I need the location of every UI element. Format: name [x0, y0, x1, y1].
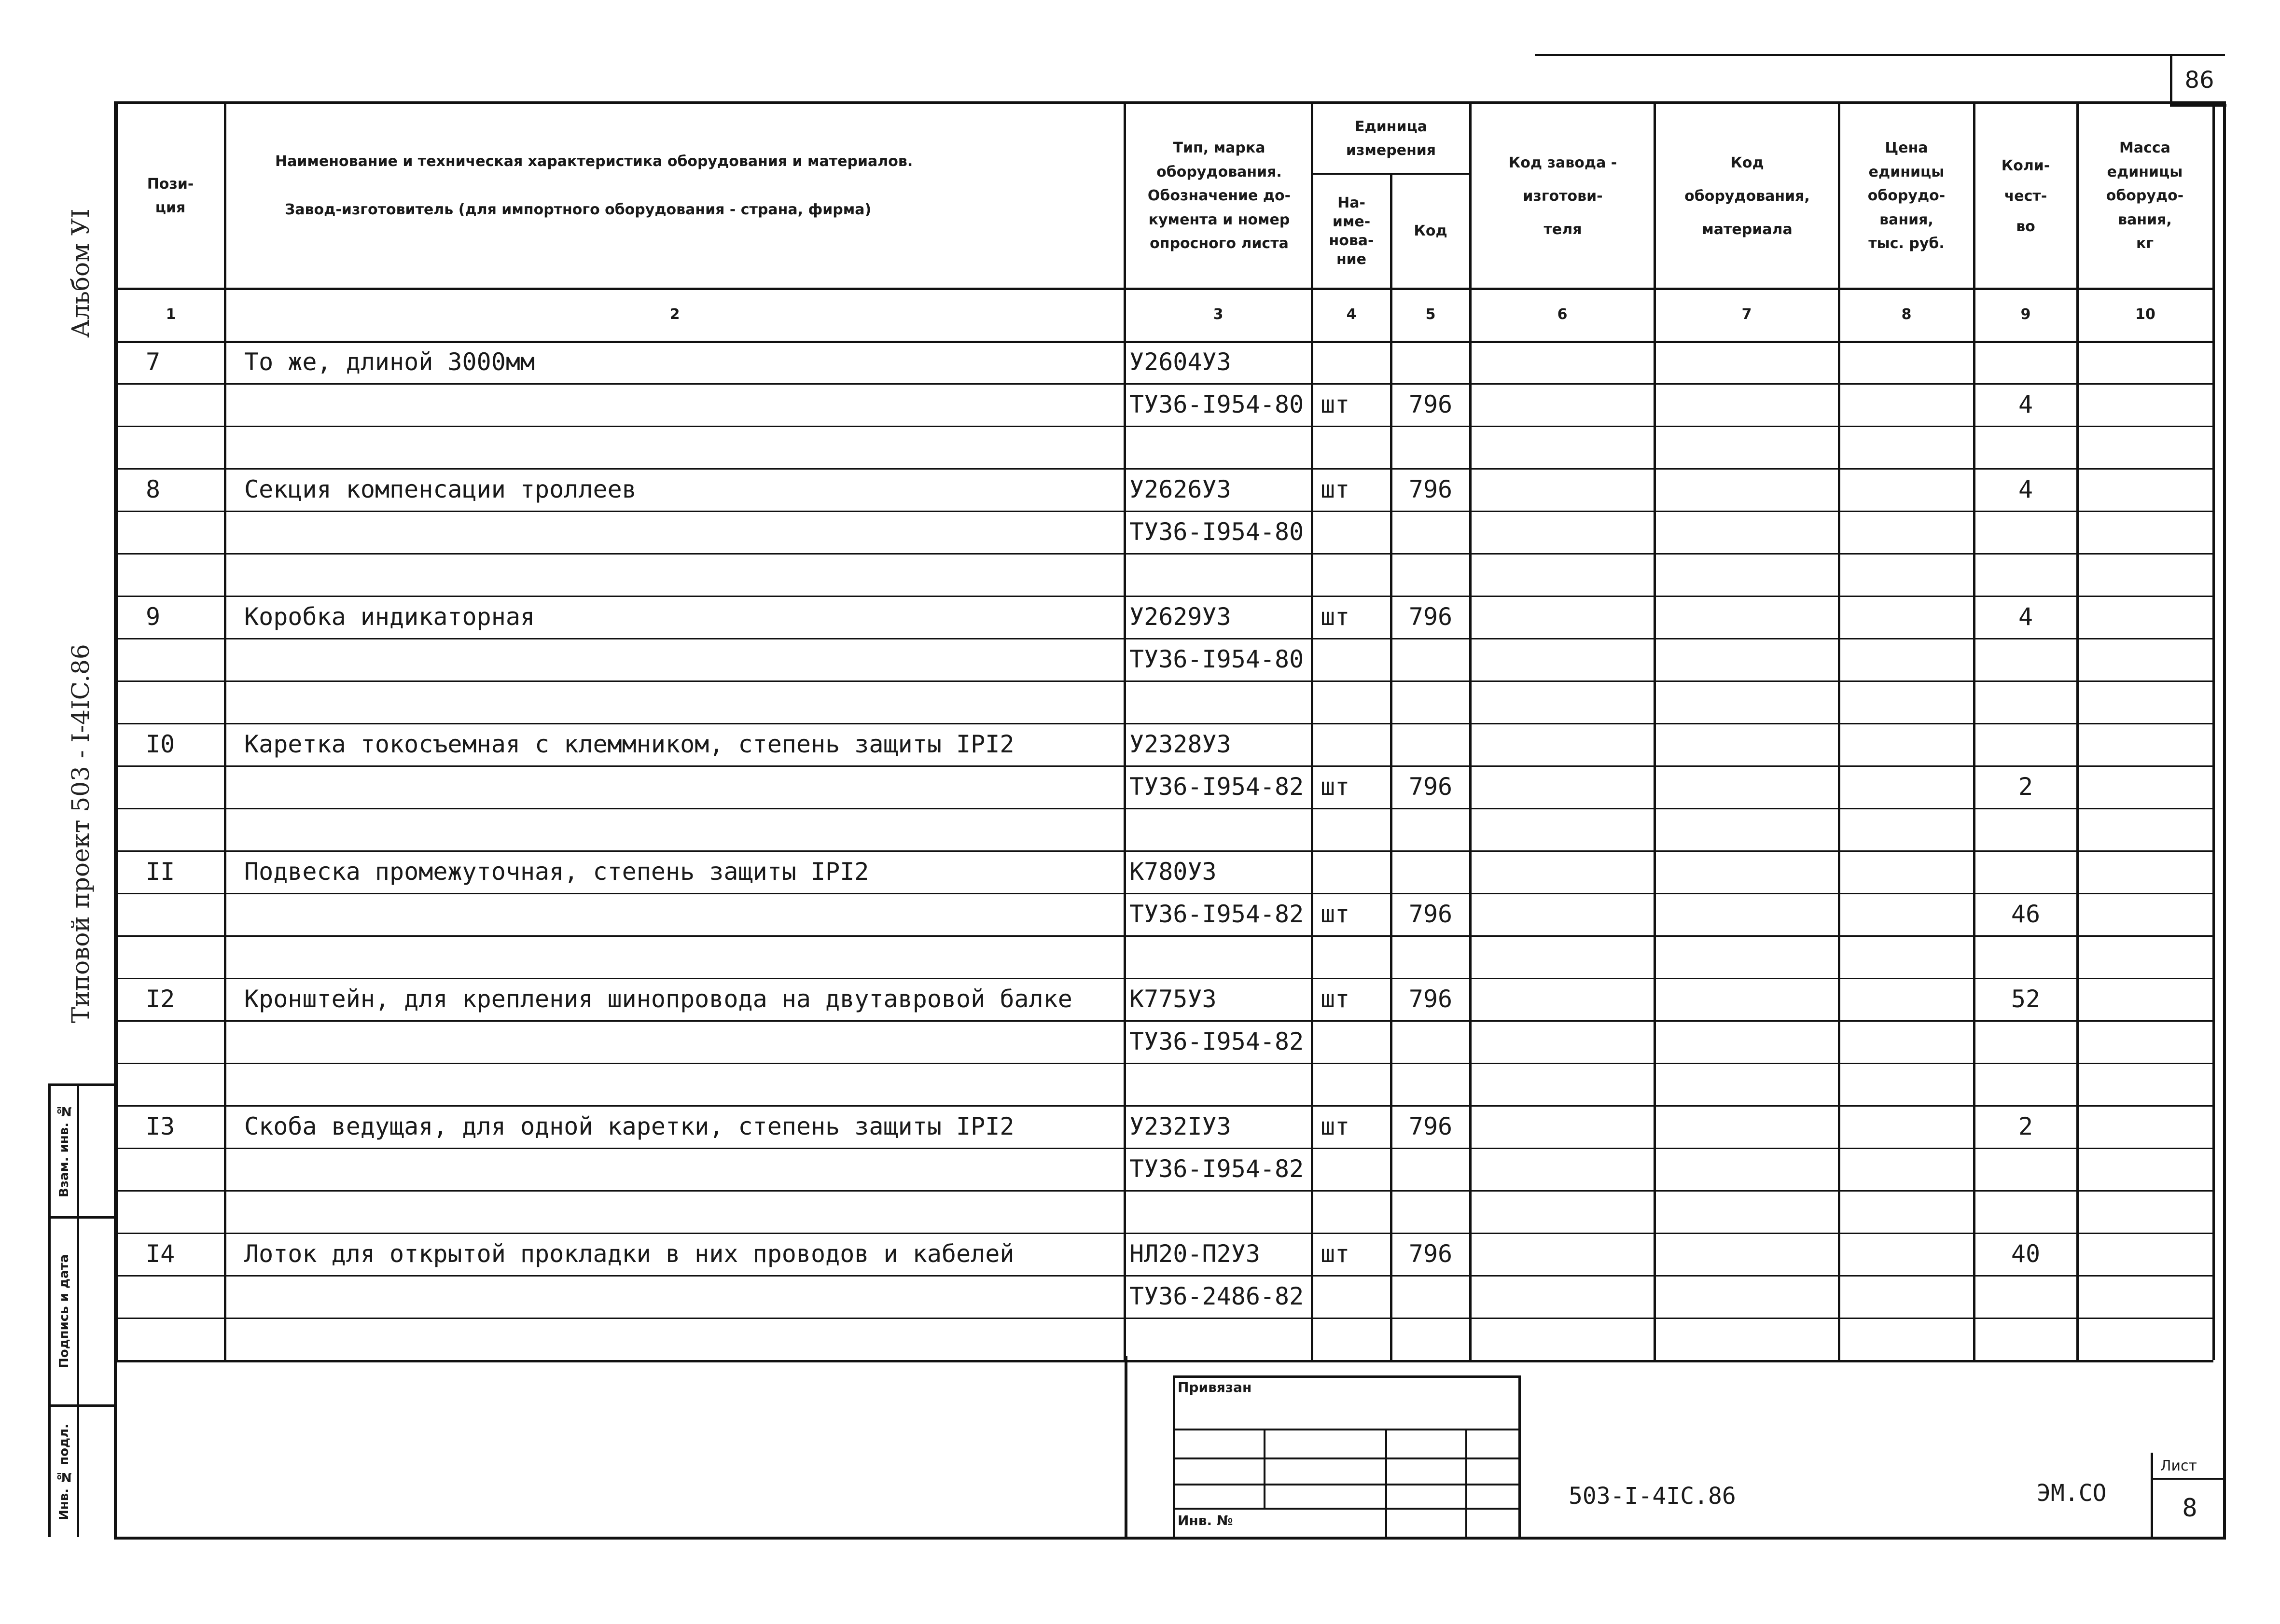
cell-qty: 4 [2018, 475, 2033, 503]
sheet-code: ЭМ.СО [2037, 1480, 2107, 1507]
cell-type: ТУЗ6-I954-80 [1129, 518, 1304, 546]
row-rule-1 [117, 383, 2213, 385]
row-rule-5 [117, 553, 2213, 555]
header-unit-code: Код [1414, 222, 1447, 240]
cell-unit: шт [1321, 475, 1350, 503]
cell-type: К775УЗ [1129, 985, 1217, 1013]
cell-code: 796 [1408, 773, 1453, 801]
cell-pos: I2 [146, 985, 175, 1013]
cell-code: 796 [1408, 603, 1453, 631]
row-rule-9 [117, 723, 2213, 724]
cell-pos: 9 [146, 603, 161, 631]
title-block-top [1125, 1356, 1127, 1540]
header-mass: Масса единицы оборудо- вания, кг [2106, 139, 2184, 252]
column-number-2: 2 [669, 305, 680, 323]
cell-type: У2626УЗ [1129, 475, 1231, 503]
stamp-divider-1 [48, 1216, 116, 1219]
cell-type: ТУЗ6-I954-82 [1129, 773, 1304, 801]
cell-code: 796 [1408, 1112, 1453, 1140]
album-label: Альбом УI [67, 208, 95, 338]
row-rule-21 [117, 1233, 2213, 1234]
column-rule-4 [1390, 175, 1392, 1360]
stamp-original-inv: Инв. № подл. [57, 1424, 71, 1520]
cell-name: То же, длиной 3000мм [244, 348, 535, 376]
cell-name: Лоток для открытой прокладки в них проводов и кабелей [244, 1240, 1015, 1268]
cell-unit: шт [1321, 900, 1350, 928]
row-rule-20 [117, 1190, 2213, 1192]
row-rule-3 [117, 468, 2213, 470]
header-equipment-code: Код оборудования, материала [1684, 154, 1810, 238]
cell-unit: шт [1321, 603, 1350, 631]
column-numbers-bottom-rule [117, 341, 2213, 343]
row-rule-7 [117, 638, 2213, 639]
stamp-divider-2 [48, 1404, 116, 1407]
row-rule-8 [117, 680, 2213, 682]
cell-type: У2629УЗ [1129, 603, 1231, 631]
attached-box-row-3 [1173, 1484, 1520, 1485]
header-type: Тип, марка оборудования. Обозначение до- кумента и номер опросного листа [1147, 139, 1291, 252]
cell-name: Кронштейн, для крепления шинопровода на двутавровой балке [244, 985, 1072, 1013]
sheet-label: Лист [2160, 1457, 2197, 1474]
cell-unit: шт [1321, 1112, 1350, 1140]
attached-box-col-2 [1385, 1429, 1387, 1540]
cell-name: Секция компенсации троллеев [244, 475, 637, 503]
sheet-number: 8 [2182, 1494, 2197, 1523]
row-rule-17 [117, 1063, 2213, 1064]
row-rule-6 [117, 596, 2213, 597]
cell-type: ТУЗ6-I954-80 [1129, 645, 1304, 673]
cell-pos: I4 [146, 1240, 175, 1268]
row-rule-14 [117, 935, 2213, 937]
cell-pos: I0 [146, 730, 175, 758]
cell-qty: 4 [2018, 603, 2033, 631]
header-plant-code: Код завода - изготови- теля [1508, 154, 1617, 238]
table-bottom-rule [117, 1360, 2213, 1362]
header-price: Цена единицы оборудо- вания, тыс. руб. [1867, 139, 1946, 252]
cell-qty: 40 [2011, 1240, 2041, 1268]
row-rule-13 [117, 893, 2213, 894]
attached-box-row-4 [1173, 1508, 1520, 1510]
cell-name: Коробка индикаторная [244, 603, 535, 631]
cell-qty: 46 [2011, 900, 2041, 928]
column-number-1: 1 [166, 305, 176, 323]
frame-bottom [114, 1537, 2226, 1540]
cell-pos: 8 [146, 475, 161, 503]
stamp-border-left [48, 1083, 51, 1537]
column-number-8: 8 [1901, 305, 1912, 323]
cell-name: Скоба ведущая, для одной каретки, степень защиты IPI2 [244, 1112, 1015, 1140]
sheet-box-left [2151, 1453, 2153, 1540]
column-number-4: 4 [1346, 305, 1357, 323]
document-designation: 503-I-4IC.86 [1569, 1483, 1736, 1510]
attached-label: Привязан [1178, 1379, 1252, 1395]
column-number-10: 10 [2135, 305, 2155, 323]
column-number-6: 6 [1557, 305, 1568, 323]
attached-box-col-3 [1465, 1429, 1467, 1540]
cell-name: Подвеска промежуточная, степень защиты IPI2 [244, 858, 869, 886]
column-number-3: 3 [1213, 305, 1223, 323]
sheet-box-divider [2151, 1478, 2226, 1480]
row-rule-19 [117, 1148, 2213, 1149]
cell-unit: шт [1321, 773, 1350, 801]
cell-unit: шт [1321, 1240, 1350, 1268]
cell-unit: шт [1321, 985, 1350, 1013]
row-rule-11 [117, 808, 2213, 809]
row-rule-22 [117, 1275, 2213, 1277]
cell-pos: 7 [146, 348, 161, 376]
column-number-5: 5 [1425, 305, 1436, 323]
column-number-9: 9 [2020, 305, 2031, 323]
cell-code: 796 [1408, 985, 1453, 1013]
cell-type: ТУЗ6-I954-82 [1129, 900, 1304, 928]
header-name-line-1: Наименование и техническая характеристика оборудования и материалов. [275, 153, 913, 170]
cell-pos: I3 [146, 1112, 175, 1140]
row-rule-10 [117, 765, 2213, 767]
cell-type: НЛ20-П2УЗ [1129, 1240, 1260, 1268]
cell-code: 796 [1408, 390, 1453, 418]
row-rule-4 [117, 511, 2213, 512]
header-quantity: Коли- чест- во [2001, 157, 2050, 235]
row-rule-2 [117, 426, 2213, 427]
row-rule-23 [117, 1318, 2213, 1319]
attached-box-row-2 [1173, 1457, 1520, 1459]
stamp-signature-date: Подпись и дата [57, 1254, 71, 1369]
row-rule-16 [117, 1020, 2213, 1022]
cell-unit: шт [1321, 390, 1350, 418]
header-unit-name: На- име- нова- ние [1329, 194, 1374, 268]
cell-qty: 2 [2018, 1112, 2033, 1140]
row-rule-15 [117, 978, 2213, 979]
cell-type: К780УЗ [1129, 858, 1217, 886]
header-unit-group: Единица измерения [1346, 118, 1436, 159]
cell-name: Каретка токосъемная с клеммником, степень защиты IPI2 [244, 730, 1015, 758]
cell-type: У232IУЗ [1129, 1112, 1231, 1140]
cell-code: 796 [1408, 475, 1453, 503]
attached-box-top [1173, 1375, 1520, 1378]
cell-type: ТУЗ6-I954-82 [1129, 1155, 1304, 1183]
cell-code: 796 [1408, 1240, 1453, 1268]
project-label: Типовой проект 503 - I-4IC.86 [67, 644, 95, 1023]
inv-number-label: Инв. № [1178, 1513, 1233, 1528]
attached-box-row-1 [1173, 1429, 1520, 1430]
cell-code: 796 [1408, 900, 1453, 928]
row-rule-12 [117, 850, 2213, 852]
cell-type: ТУЗ6-I954-80 [1129, 390, 1304, 418]
cell-type: У2328УЗ [1129, 730, 1231, 758]
column-number-7: 7 [1741, 305, 1752, 323]
cell-type: ТУЗ6-I954-82 [1129, 1027, 1304, 1055]
top-hairline [1535, 54, 2225, 56]
header-position: Пози- ция [147, 175, 194, 216]
cell-type: У2604УЗ [1129, 348, 1231, 376]
stamp-replace-inv: Взам. инв. № [57, 1103, 71, 1198]
header-name-line-2: Завод-изготовитель (для импортного оборудования - страна, фирма) [285, 201, 872, 219]
cell-type: ТУЗ6-2486-82 [1129, 1282, 1304, 1310]
cell-qty: 52 [2011, 985, 2041, 1013]
cell-qty: 4 [2018, 390, 2033, 418]
cell-pos: II [146, 858, 175, 886]
attached-box-col-1 [1264, 1429, 1265, 1508]
stamp-col-divider [77, 1083, 79, 1537]
cell-qty: 2 [2018, 773, 2033, 801]
page-number: 86 [2170, 56, 2226, 107]
row-rule-18 [117, 1105, 2213, 1107]
